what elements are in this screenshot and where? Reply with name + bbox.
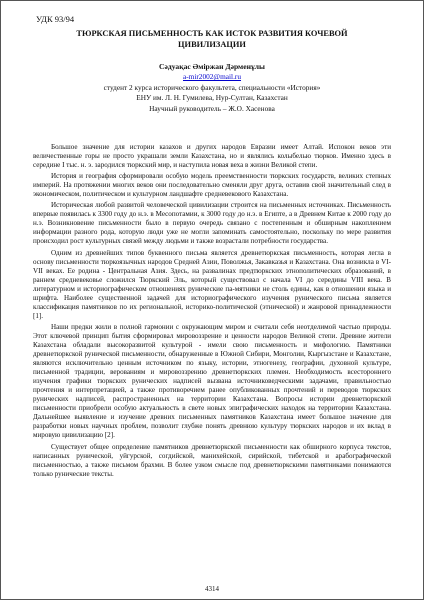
page-number: 4314 (205, 585, 219, 593)
article-body (33, 143, 391, 481)
paragraph-6: Существует общее определение памятников древнетюркской письменности как обширного корпуса текстов, написанных рунической, уйгурской, согдийской, манихейской, сирийской, тибетской и арабографической письменностью, а также письмом брахми. В более узком смысле под древнетюркскими памятниками понимаются только рунические тексты. (33, 442, 391, 478)
title-line-1: ТЮРКСКАЯ ПИСЬМЕННОСТЬ КАК ИСТОК РАЗВИТИЯ КОЧЕВОЙ (76, 29, 348, 38)
paragraph-4: Одним из древнейших типов буквенного письма является древнетюркская письменность, которая легла в основу письменности тюркоязычных народов Средней Азии, Поволжья, Закавказья и Казахстана. Она возникла в VI-VII веках. Ее родина - Центральная Азия. Здесь, на развалинах предтюркских этнополитических образований, в раннем средневековье сложился Тюркский Эль, который существовал с начала VI до середины VIII века. В литературном и историографическом отношениях рунические па-мятники не столь едины, как в отношении языка и шрифта. Наиболее существенной задачей для историографического изучения рунического письма является классификация памятников по их региональной, историко-политической (этнической) и жанровой принадлежности [1]. (33, 248, 391, 320)
paragraph-5: Наши предки жили в полной гармонии с окружающим миром и считали себя неотделимой частью природы. Этот ключевой принцип бытия сформировал мировоззрение и ценности народов Великой степи. Древние жители Казахстана обладали высокоразвитой культурой - имели свою письменность и мифологию. Памятники древнетюркской рунической письменности, обнаруженные в Южной Сибири, Монголии, Кыргызстане и Казахстане, являются исключительно ценным источником по языку, истории, этногенезу, географии, духовной культуре, письменной традиции, верованиям и мировоззрению древнетюркских племен. Необходимость всестороннего изучения графики тюркских рунических надписей вызвана источниковедческими задачами, правильностью прочтения и интерпретацией, а также противоречием ранее опубликованных прочтений и переводов тюркских рунических надписей, распространенных на территории Казахстана. Вопросы истории древнетюркской письменности приобрели особую актуальность в свете новых эпиграфических находок на территории Казахстана. Дальнейшее выявление и изучение древних письменных памятников Казахстана имеет большое значение для разработки новых научных проблем, позволит глубже понять древнюю культуру тюркских народов и их вклад в мировую цивилизацию [2]. (33, 322, 391, 440)
paragraph-2: История и география сформировали особую модель преемственности тюркских государств, великих степных империй. На протяжении многих веков они последовательно сменяли друг друга, оставив свой значительный след в экономическом, политическом и культурном ландшафте средневекового Казахстана. (33, 172, 391, 199)
title-line-2: ЦИВИЛИЗАЦИИ (178, 40, 246, 49)
author-name: Сәдуақас Әміржан Дәрменұлы (159, 62, 265, 71)
paragraph-3: Историческая любой развитой человеческой цивилизации строится на письменных источниках. Письменность впервые появилась к 3300 году до н.э. в Месопотамии, к 3000 году до н.э. в Египте, а в Древнем Китае к 2000 году до н.э. Возникновение письменности было в первую очередь связано с постепенным и обширным накоплением информации разного рода, которую люди уже не могли запоминать самостоятельно, поскольку по мере развития происходил рост культурных связей между людьми и также возрастали потребности государства. (33, 201, 391, 246)
author-affiliation-line-2: ЕНУ им. Л. Н. Гумилева, Нур-Султан, Казахстан (136, 93, 288, 103)
paragraph-1: Большое значение для истории казахов и других народов Евразии имеет Алтай. Испокон веков эти величественные горы не просто украшали земли Казахстана, но и являлись колыбелью тюрков. Именно здесь в середине I тыс. н. э. зародился тюркский мир, и наступила новая веха в жизни Великой степи. (33, 143, 391, 170)
udk-code: УДК 93/94 (36, 14, 75, 24)
author-affiliation-line-1: студент 2 курса исторического факультета, специальности «История» (103, 82, 321, 92)
author-supervisor: Научный руководитель – Ж.О. Хасенова (149, 103, 275, 113)
author-block (21, 62, 403, 114)
paper-title (21, 28, 403, 50)
author-email-link[interactable]: a-mir2002@mail.ru (183, 72, 241, 82)
